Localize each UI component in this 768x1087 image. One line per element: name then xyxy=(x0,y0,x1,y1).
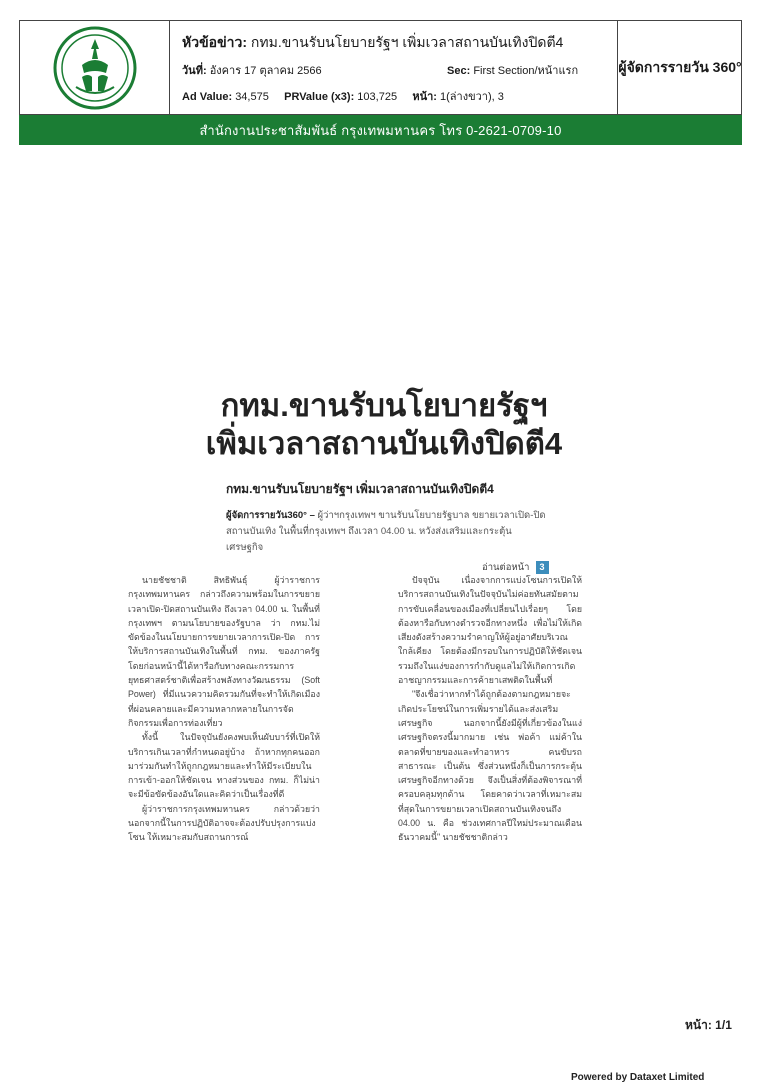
lead-byline: ผู้จัดการรายวัน360° – xyxy=(226,510,315,521)
paragraph: นายชัชชาติ สิทธิพันธุ์ ผู้ว่าราชการกรุงเทพมหานคร กล่าวถึงความพร้อมในการขยายเวลาเปิด-ปิดสถานบันเทิง ถึงเวลา 04.00 น. ในพื้นที่กรุงเทพฯ ตามนโยบายของรัฐบาล ว่า กทม.ไม่ขัดข้องในนโยบายการขยายเวลาการเปิด-ปิด การให้บริการสถานบันเทิงในพื้นที่ กทม. ของภาครัฐ โดยก่อนหน้านี้ได้หารือกับทางคณะกรรมการยุทธศาสตร์ชาติเพื่อสร้างพลังทางวัฒนธรรม (Soft Power) ที่มีแนวความคิดรวมกันที่จะทำให้เกิดเมืองที่ผ่อนคลายและมีความหลากหลายในการจัดกิจกรรมเพื่อการท่องเที่ยว xyxy=(128,575,320,728)
ad-value: 34,575 xyxy=(235,91,269,103)
value-row xyxy=(182,87,504,105)
date-label: วันที่: xyxy=(182,65,207,77)
article-headline-line1: กทม.ขานรับนโยบายรัฐฯ xyxy=(220,388,548,423)
read-more-page-badge: 3 xyxy=(536,561,549,574)
clipping-info xyxy=(170,21,616,114)
article-headline-line2: เพิ่มเวลาสถานบันเทิงปิดตี4 xyxy=(205,426,563,461)
publication-name: ผู้จัดการรายวัน 360° xyxy=(617,21,742,114)
ad-value-label: Ad Value: xyxy=(182,91,233,103)
pr-office-banner: สำนักงานประชาสัมพันธ์ กรุงเทพมหานคร โทร 0-2621-0709-10 xyxy=(19,115,742,145)
clipping-header xyxy=(19,20,742,115)
headline-value: กทม.ขานรับนโยบายรัฐฯ เพิ่มเวลาสถานบันเทิงปิดตี4 xyxy=(250,34,564,50)
bangkok-seal-icon xyxy=(52,25,138,111)
page-label: หน้า: xyxy=(412,91,437,103)
article-column-left xyxy=(128,573,320,845)
date-row xyxy=(182,61,607,79)
date-value: อังคาร 17 ตุลาคม 2566 xyxy=(209,65,322,77)
paragraph: ผู้ว่าราชการกรุงเทพมหานคร กล่าวด้วยว่า นอกจากนี้ในการปฏิบัติอาจจะต้องปรับปรุงการแบ่งโซน ให้เหมาะสมกับสถานการณ์ xyxy=(128,803,320,843)
section-field xyxy=(447,61,578,79)
headline-label: หัวข้อข่าว: xyxy=(182,34,248,50)
article-headline xyxy=(0,387,768,463)
paragraph: ปัจจุบัน เนื่องจากการแบ่งโซนการเปิดให้บริการสถานบันเทิงในปัจจุบันไม่ค่อยทันสมัยตามการขับเคลื่อนของเมืองที่เปลี่ยนไปเรื่อยๆ โดยต้องหารือกับทางตำรวจอีกทางหนึ่ง เพื่อไม่ให้เกิดเสียงดังสร้างความรำคาญให้ผู้อยู่อาศัยบริเวณใกล้เคียง โดยต้องมีกรอบในการปฏิบัติให้ชัดเจน รวมถึงในแง่ของการกำกับดูแลไม่ให้เกิดการเกิดอาชญากรรมและการค้ายาเสพติดในพื้นที่ xyxy=(398,575,582,686)
read-more-label: อ่านต่อหน้า xyxy=(482,562,530,573)
article-lead xyxy=(226,508,546,556)
article-column-right xyxy=(398,573,582,845)
lead-text: ผู้ว่าฯกรุงเทพฯ ขานรับนโยบายรัฐบาล ขยายเวลาเปิด-ปิดสถานบันเทิง ในพื้นที่กรุงเทพฯ ถึงเวลา 04.00 น. หวังส่งเสริมและกระตุ้นเศรษฐกิจ xyxy=(226,510,546,553)
section-label: Sec: xyxy=(447,65,471,77)
paragraph: "จึงเชื่อว่าหากทำได้ถูกต้องตามกฎหมายจะเกิดประโยชน์ในการเพิ่มรายได้และส่งเสริมเศรษฐกิจ นอกจากนี้ยังมีผู้ที่เกี่ยวข้องในแง่เศรษฐกิจตรงนี้มากมาย เช่น พ่อค้า แม่ค้าในตลาดที่ขายของและทำอาหาร คนขับรถสาธารณะ เป็นต้น ซึ่งส่วนหนึ่งก็เป็นการกระตุ้นเศรษฐกิจอีกทางด้วย จึงเป็นสิ่งที่ต้องพิจารณาที่ครอบคลุมทุกด้าน โดยคาดว่าเวลาที่เหมาะสมที่สุดในการขยายเวลาเปิดสถานบันเทิงจนถึง 04.00 น. คือ ช่วงเทศกาลปีใหม่ประมาณเดือนธันวาคมนี้" นายชัชชาติกล่าว xyxy=(398,689,582,843)
section-value: First Section/หน้าแรก xyxy=(473,65,579,77)
page-indicator: หน้า: 1/1 xyxy=(685,1018,732,1032)
page-value: 1(ล่างขวา), 3 xyxy=(440,91,504,103)
article-subheadline: กทม.ขานรับนโยบายรัฐฯ เพิ่มเวลาสถานบันเทิงปิดตี4 xyxy=(226,482,494,496)
paragraph: ทั้งนี้ ในปัจจุบันยังคงพบเห็นผับบาร์ที่เปิดให้บริการเกินเวลาที่กำหนดอยู่บ้าง ถ้าหากทุกคนออกมาร่วมกันทำให้ถูกกฎหมายและทำให้มีระเบียบในการเข้า-ออกให้ชัดเจน ทางส่วนของ กทม. ก็ไม่น่าจะมีข้อขัดข้องอันใดและคิดว่าเป็นเรื่องที่ดี xyxy=(128,732,320,800)
pr-value: 103,725 xyxy=(357,91,398,103)
powered-by: Powered by Dataxet Limited xyxy=(571,1072,705,1083)
logo-area xyxy=(20,21,170,114)
pr-value-label: PRValue (x3): xyxy=(284,91,355,103)
headline-row xyxy=(182,32,563,54)
